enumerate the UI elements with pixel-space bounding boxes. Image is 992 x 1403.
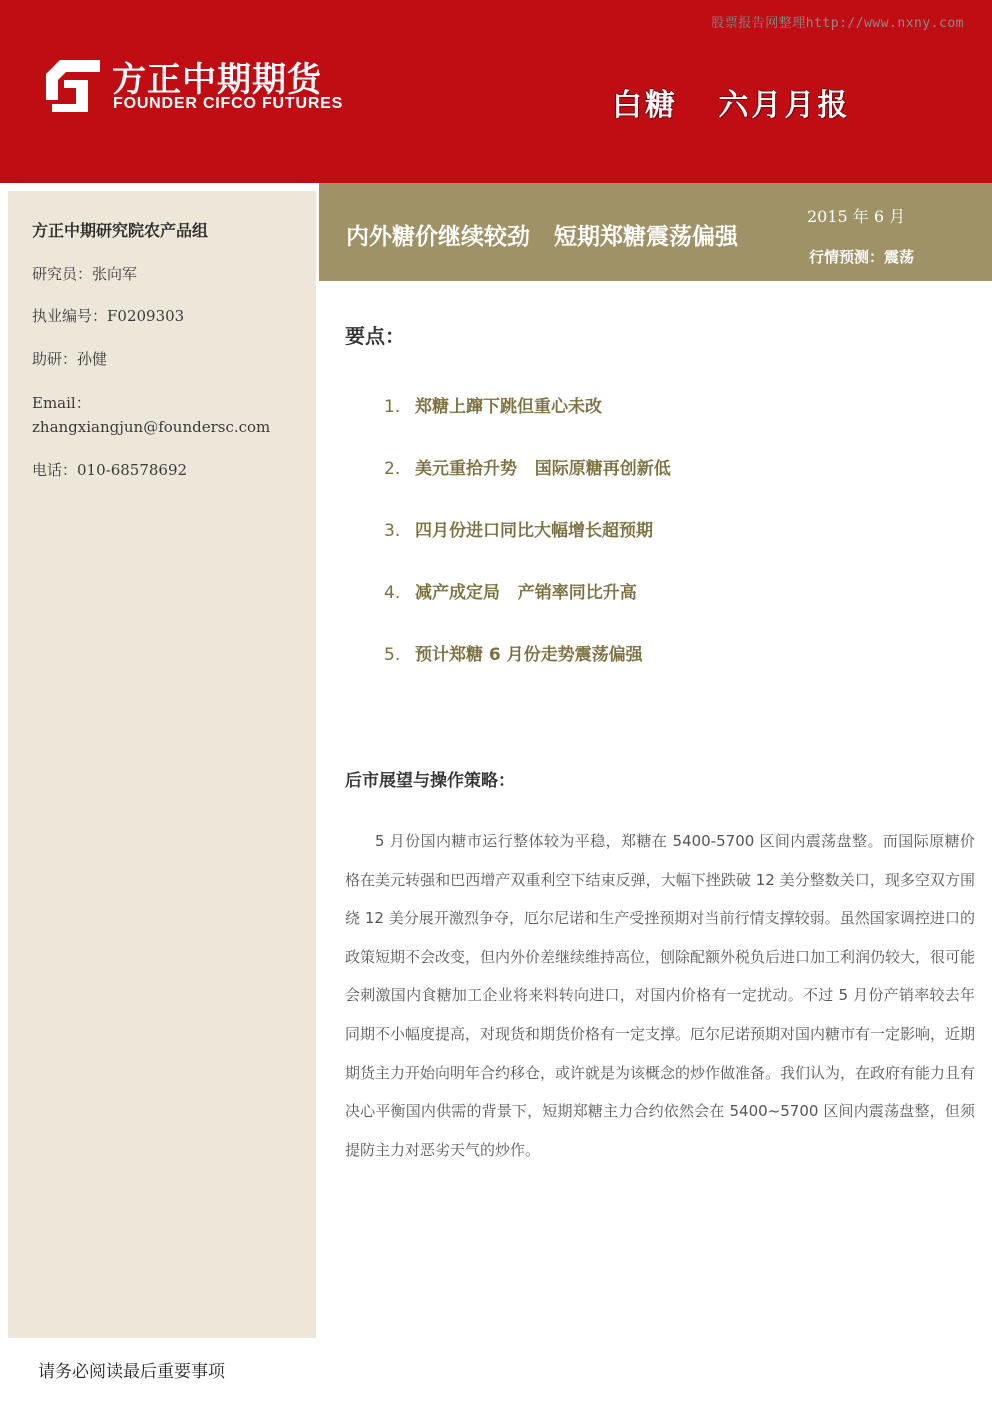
- key-point-number: 2.: [384, 459, 401, 479]
- outlook-body: 5 月份国内糖市运行整体较为平稳，郑糖在 5400-5700 区间内震荡盘整。而国际原糖价格在美元转强和巴西增产双重利空下结束反弹，大幅下挫跌破 12 美分整数关口，现多空双方围绕 12 美分展开激烈争夺，厄尔尼诺和生产受挫预期对当前行情支撑较弱。虽然国家调控进口的政策短期不会改变，但内外价差继续维持高位，刨除配额外税负后进口加工利润仍较大，很可能会刺激国内食糖加工企业将来料转向进口，对国内价格有一定扰动。不过 5 月份产销率较去年同期不小幅度提高，对现货和期货价格有一定支撑。厄尔尼诺预期对国内糖市有一定影响，近期期货主力开始向明年合约移仓，或许就是为该概念的炒作做准备。我们认为，在政府有能力且有决心平衡国内供需的背景下，短期郑糖主力合约依然会在 5400~5700 区间内震荡盘整，但须提防主力对恶劣天气的炒作。: [345, 832, 976, 1159]
- key-point-number: 4.: [384, 583, 401, 603]
- footer-disclaimer-note: 请务必阅读最后重要事项: [38, 1362, 225, 1382]
- headline-text: 内外糖价继续较劲 短期郑糖震荡偏强: [346, 224, 739, 250]
- sidebar-license: 执业编号：F0209303: [32, 307, 185, 325]
- key-point-number: 1.: [384, 397, 401, 417]
- key-point-text: 郑糖上蹿下跳但重心未改: [415, 397, 602, 417]
- sidebar-email-link[interactable]: zhangxiangjun@foundersc.com: [32, 418, 271, 436]
- sidebar-email-label: Email：: [32, 394, 91, 412]
- headline-banner: [319, 183, 992, 281]
- watermark-text: 股票报告网整理http://www.nxny.com: [711, 16, 964, 31]
- outlook-title: 后市展望与操作策略：: [345, 771, 515, 791]
- key-point-item: [384, 640, 643, 665]
- market-forecast: 行情预测：震荡: [809, 248, 915, 266]
- key-point-text: 减产成定局 产销率同比升高: [415, 583, 637, 603]
- key-point-text: 四月份进口同比大幅增长超预期: [415, 521, 653, 541]
- key-point-item: [384, 578, 637, 603]
- company-logo-icon: [46, 60, 100, 112]
- header-band: [0, 0, 992, 183]
- key-point-item: [384, 516, 653, 541]
- logo-chinese-name: 方正中期期货: [112, 60, 322, 100]
- sidebar-researcher: 研究员：张向军: [32, 265, 138, 283]
- sidebar-assistant: 助研：孙健: [32, 350, 108, 368]
- sidebar-phone: 电话：010-68578692: [32, 461, 188, 479]
- author-sidebar: [8, 191, 316, 1338]
- key-point-number: 3.: [384, 521, 401, 541]
- logo-english-name: FOUNDER CIFCO FUTURES: [113, 95, 344, 112]
- key-point-item: [384, 454, 671, 479]
- key-point-text: 美元重拾升势 国际原糖再创新低: [415, 459, 671, 479]
- sidebar-org: 方正中期研究院农产品组: [32, 221, 209, 240]
- key-points-title: 要点：: [345, 324, 405, 348]
- key-point-item: [384, 392, 602, 417]
- report-date: 2015 年 6 月: [807, 207, 906, 226]
- report-title: 白糖 六月月报: [612, 88, 851, 123]
- key-point-text: 预计郑糖 6 月份走势震荡偏强: [415, 645, 643, 665]
- key-point-number: 5.: [384, 645, 401, 665]
